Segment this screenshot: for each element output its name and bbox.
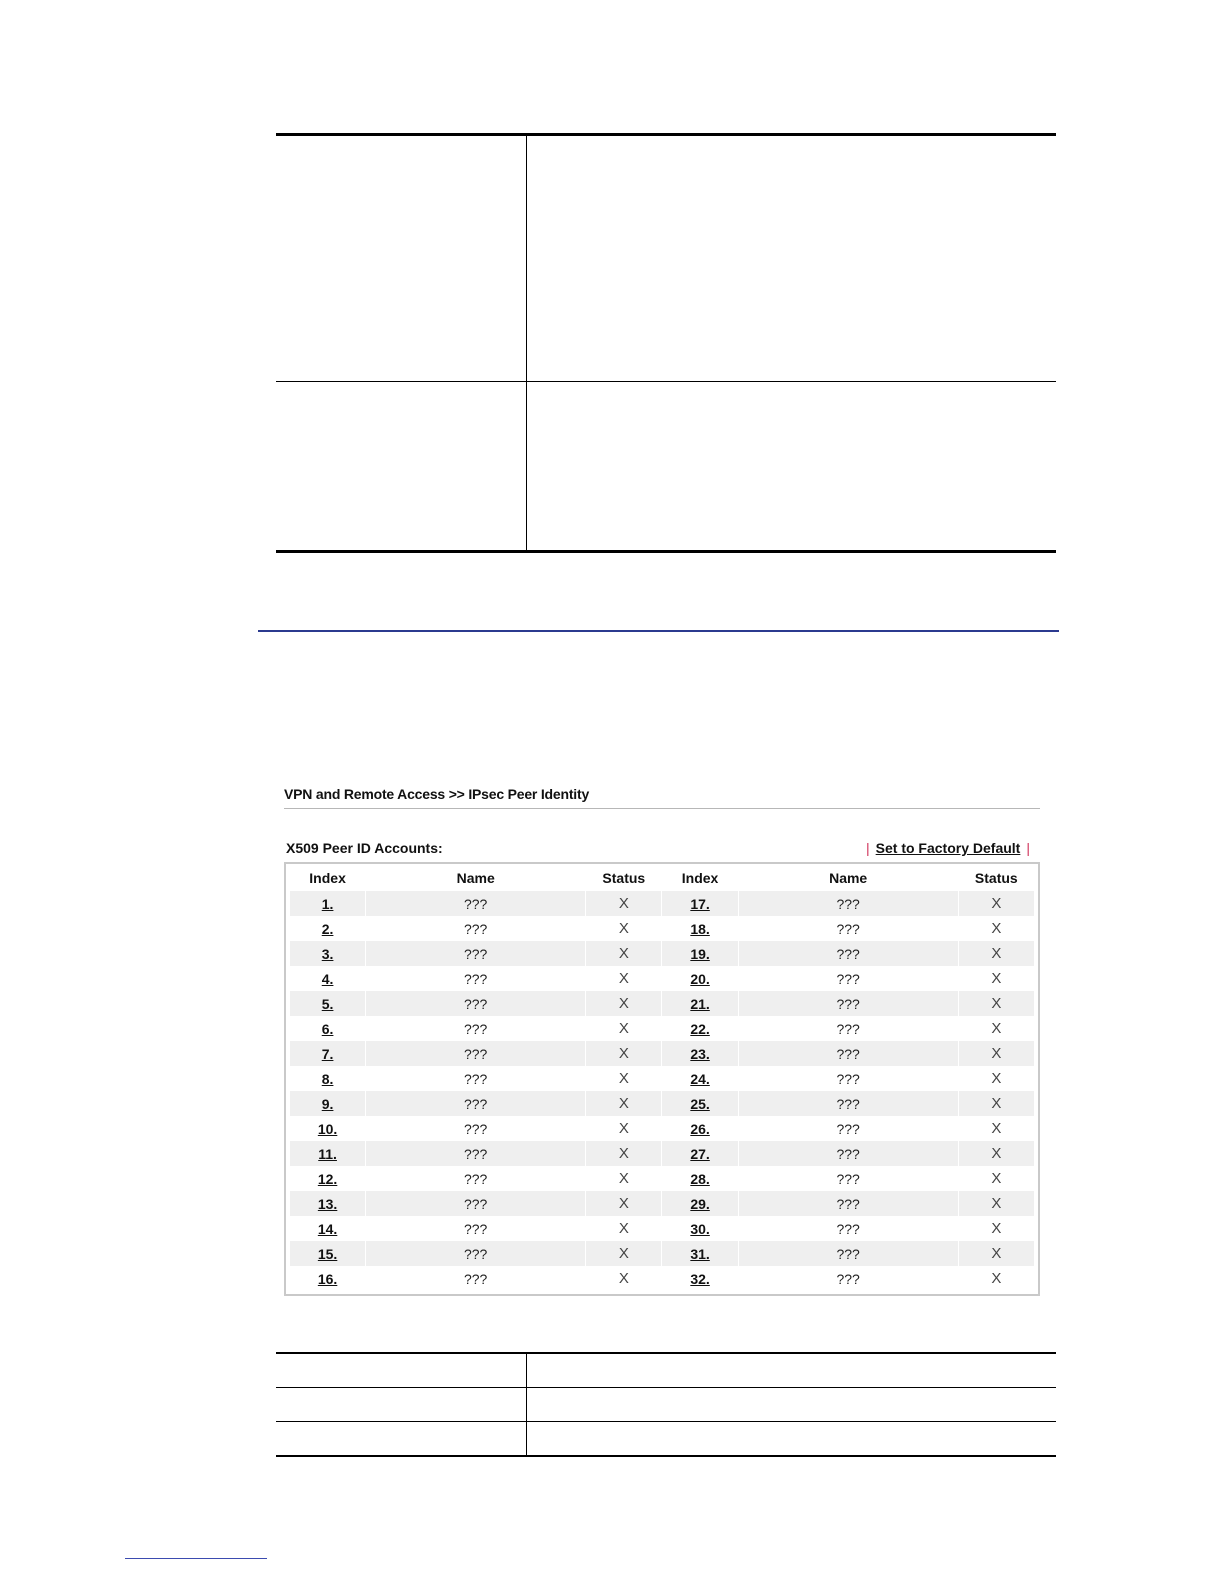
index-cell <box>290 991 365 1016</box>
status-cell: X <box>959 941 1034 966</box>
description-detail-cell <box>527 1422 1057 1457</box>
account-index-link[interactable]: 13. <box>317 1195 338 1212</box>
table-row <box>290 891 1034 916</box>
pipe-separator: | <box>866 840 870 856</box>
table-row <box>290 1016 1034 1041</box>
column-header-name: Name <box>829 870 868 886</box>
description-detail-cell <box>527 1388 1057 1422</box>
accounts-table <box>289 865 1035 1291</box>
status-cell: X <box>991 970 1002 987</box>
status-cell: X <box>959 1041 1034 1066</box>
index-cell <box>290 1041 365 1066</box>
account-index-link[interactable]: 6. <box>321 1020 334 1037</box>
status-cell: X <box>586 941 661 966</box>
status-cell: X <box>959 1091 1034 1116</box>
name-cell: ??? <box>739 1191 958 1216</box>
status-cell: X <box>586 991 661 1016</box>
index-cell <box>662 1191 737 1216</box>
name-cell: ??? <box>366 1091 585 1116</box>
column-header-name: Name <box>456 870 495 886</box>
factory-default-group <box>860 840 1036 856</box>
index-cell <box>290 1091 365 1116</box>
accounts-table-box <box>284 862 1040 1296</box>
index-cell <box>662 1216 737 1241</box>
accounts-header <box>284 840 1040 858</box>
index-cell <box>662 1041 737 1066</box>
account-index-link[interactable]: 14. <box>317 1220 338 1237</box>
account-index-link[interactable]: 5. <box>321 995 334 1012</box>
description-detail-cell <box>527 382 1057 552</box>
account-index-link[interactable]: 9. <box>321 1095 334 1112</box>
description-term-cell <box>276 1388 527 1422</box>
status-cell: X <box>959 891 1034 916</box>
name-cell: ??? <box>366 1191 585 1216</box>
index-cell <box>290 891 365 916</box>
account-index-link[interactable]: 27. <box>690 1145 710 1162</box>
index-cell <box>662 916 737 941</box>
index-cell <box>662 1016 737 1041</box>
account-index-link[interactable]: 4. <box>321 970 334 987</box>
account-index-link[interactable]: 32. <box>690 1270 710 1287</box>
name-cell: ??? <box>836 920 860 937</box>
status-cell: X <box>618 1220 629 1237</box>
index-cell <box>290 1191 365 1216</box>
status-cell: X <box>618 1020 629 1037</box>
column-header-status: Status <box>974 870 1018 886</box>
index-cell <box>662 966 737 991</box>
table-row <box>290 1266 1034 1291</box>
description-term-cell <box>276 382 527 552</box>
table-row <box>290 966 1034 991</box>
status-cell: X <box>586 1041 661 1066</box>
index-cell <box>290 1141 365 1166</box>
account-index-link[interactable]: 8. <box>321 1070 334 1087</box>
account-index-link[interactable]: 19. <box>690 945 710 962</box>
name-cell: ??? <box>739 1091 958 1116</box>
name-cell: ??? <box>366 1241 585 1266</box>
table-row <box>290 1041 1034 1066</box>
status-cell: X <box>991 1270 1002 1287</box>
index-cell <box>290 966 365 991</box>
account-index-link[interactable]: 17. <box>690 895 710 912</box>
column-header-index: Index <box>309 870 346 886</box>
name-cell: ??? <box>463 1020 488 1037</box>
status-cell: X <box>991 1120 1002 1137</box>
accounts-table-body <box>290 891 1034 1291</box>
table-header-row <box>290 865 1034 891</box>
table-row <box>290 916 1034 941</box>
status-cell: X <box>586 1191 661 1216</box>
status-cell: X <box>618 1170 629 1187</box>
status-cell: X <box>618 920 629 937</box>
name-cell: ??? <box>836 970 860 987</box>
table-row <box>290 1216 1034 1241</box>
name-cell: ??? <box>739 941 958 966</box>
index-cell <box>662 941 737 966</box>
description-detail-cell <box>527 1353 1057 1388</box>
ipsec-peer-identity-panel <box>284 786 1040 1296</box>
index-cell <box>662 1266 737 1291</box>
index-cell <box>662 1066 737 1091</box>
name-cell: ??? <box>463 1120 488 1137</box>
name-cell: ??? <box>463 920 488 937</box>
status-cell: X <box>618 1270 629 1287</box>
name-cell: ??? <box>739 1241 958 1266</box>
status-cell: X <box>586 1091 661 1116</box>
status-cell: X <box>991 1070 1002 1087</box>
account-index-link[interactable]: 11. <box>318 1145 337 1162</box>
set-to-factory-default-link[interactable]: Set to Factory Default <box>875 840 1021 856</box>
account-index-link[interactable]: 7. <box>321 1045 334 1062</box>
description-term-cell <box>276 135 527 382</box>
index-cell <box>662 1141 737 1166</box>
index-cell <box>290 1166 365 1191</box>
name-cell: ??? <box>836 1020 860 1037</box>
name-cell: ??? <box>463 1170 488 1187</box>
table-row <box>290 1166 1034 1191</box>
name-cell: ??? <box>739 1141 958 1166</box>
account-index-link[interactable]: 22. <box>690 1020 710 1037</box>
table-row <box>290 1141 1034 1166</box>
status-cell: X <box>586 1141 661 1166</box>
account-index-link[interactable]: 16. <box>317 1270 338 1287</box>
account-index-link[interactable]: 15. <box>317 1245 338 1262</box>
account-index-link[interactable]: 31. <box>690 1245 710 1262</box>
account-index-link[interactable]: 10. <box>317 1120 338 1137</box>
account-index-link[interactable]: 30. <box>690 1220 710 1237</box>
account-index-link[interactable]: 1. <box>321 895 334 912</box>
status-cell: X <box>586 1241 661 1266</box>
pipe-separator: | <box>1026 840 1030 856</box>
column-header-status: Status <box>602 870 646 886</box>
account-index-link[interactable]: 21. <box>690 995 710 1012</box>
status-cell: X <box>959 1191 1034 1216</box>
table-row <box>290 991 1034 1016</box>
description-table-top <box>276 133 1056 553</box>
name-cell: ??? <box>463 1070 488 1087</box>
column-header-index: Index <box>681 870 719 886</box>
name-cell: ??? <box>836 1070 860 1087</box>
name-cell: ??? <box>366 991 585 1016</box>
status-cell: X <box>991 1170 1002 1187</box>
account-index-link[interactable]: 20. <box>690 970 710 987</box>
table-row <box>290 1066 1034 1091</box>
status-cell: X <box>991 1020 1002 1037</box>
name-cell: ??? <box>463 1220 488 1237</box>
name-cell: ??? <box>739 991 958 1016</box>
name-cell: ??? <box>463 1270 488 1287</box>
accounts-title: X509 Peer ID Accounts: <box>286 840 443 856</box>
index-cell <box>290 1266 365 1291</box>
index-cell <box>662 1091 737 1116</box>
description-term-cell <box>276 1353 527 1388</box>
footer-rule <box>125 1558 267 1559</box>
table-row <box>290 941 1034 966</box>
account-index-link[interactable]: 26. <box>690 1120 710 1137</box>
status-cell: X <box>586 891 661 916</box>
account-index-link[interactable]: 29. <box>690 1195 710 1212</box>
index-cell <box>662 1241 737 1266</box>
index-cell <box>290 1216 365 1241</box>
status-cell: X <box>991 920 1002 937</box>
name-cell: ??? <box>366 941 585 966</box>
section-divider <box>258 630 1059 632</box>
breadcrumb: VPN and Remote Access >> IPsec Peer Identity <box>284 786 1040 809</box>
account-index-link[interactable]: 25. <box>690 1095 710 1112</box>
name-cell: ??? <box>836 1170 860 1187</box>
table-row <box>290 1241 1034 1266</box>
name-cell: ??? <box>836 1120 860 1137</box>
index-cell <box>662 891 737 916</box>
name-cell: ??? <box>463 970 488 987</box>
index-cell <box>662 1166 737 1191</box>
name-cell: ??? <box>366 1141 585 1166</box>
account-index-link[interactable]: 3. <box>321 945 334 962</box>
description-table-bottom <box>276 1352 1056 1457</box>
status-cell: X <box>618 1070 629 1087</box>
index-cell <box>662 1116 737 1141</box>
description-term-cell <box>276 1422 527 1457</box>
status-cell: X <box>959 1141 1034 1166</box>
index-cell <box>290 1066 365 1091</box>
name-cell: ??? <box>739 891 958 916</box>
account-index-link[interactable]: 2. <box>321 920 334 937</box>
name-cell: ??? <box>836 1220 860 1237</box>
status-cell: X <box>618 970 629 987</box>
table-row <box>290 1116 1034 1141</box>
name-cell: ??? <box>836 1270 860 1287</box>
status-cell: X <box>618 1120 629 1137</box>
account-index-link[interactable]: 23. <box>690 1045 710 1062</box>
account-index-link[interactable]: 24. <box>690 1070 710 1087</box>
index-cell <box>662 991 737 1016</box>
status-cell: X <box>959 991 1034 1016</box>
name-cell: ??? <box>366 891 585 916</box>
account-index-link[interactable]: 12. <box>317 1170 338 1187</box>
status-cell: X <box>959 1241 1034 1266</box>
name-cell: ??? <box>366 1041 585 1066</box>
index-cell <box>290 1016 365 1041</box>
table-row <box>290 1091 1034 1116</box>
index-cell <box>290 941 365 966</box>
description-detail-cell <box>527 135 1057 382</box>
account-index-link[interactable]: 18. <box>690 920 710 937</box>
status-cell: X <box>991 1220 1002 1237</box>
index-cell <box>290 916 365 941</box>
name-cell: ??? <box>739 1041 958 1066</box>
account-index-link[interactable]: 28. <box>690 1170 710 1187</box>
index-cell <box>290 1116 365 1141</box>
index-cell <box>290 1241 365 1266</box>
table-row <box>290 1191 1034 1216</box>
